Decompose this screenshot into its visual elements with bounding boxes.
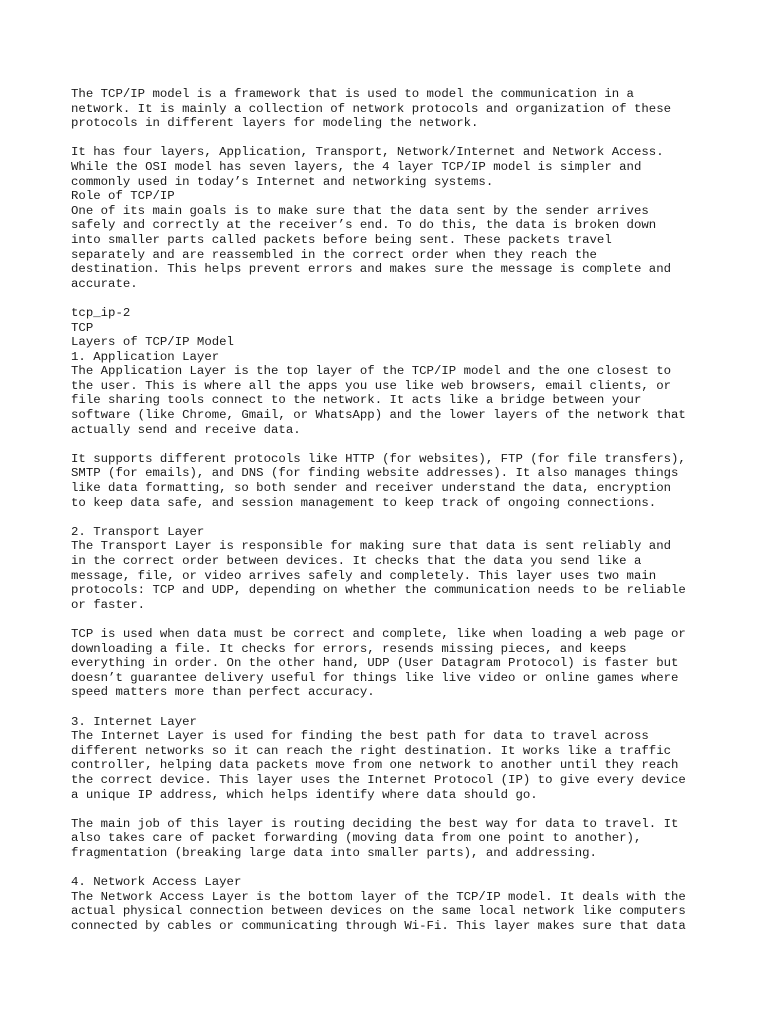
text-line: The TCP/IP model is a framework that is used to model the communication in a bbox=[71, 87, 634, 101]
text-line: The Transport Layer is responsible for making sure that data is sent reliably and bbox=[71, 539, 672, 554]
paragraph-spacer bbox=[71, 291, 731, 306]
text-line: separately and are reassembled in the correct order when they reach the bbox=[71, 247, 597, 262]
section-heading bbox=[71, 335, 731, 350]
text-line: the correct device. This layer uses the Internet Protocol (IP) to give every device bbox=[71, 772, 686, 787]
text-line: While the OSI model has seven layers, the 4 layer TCP/IP model is simpler and bbox=[71, 159, 642, 174]
section-heading bbox=[71, 189, 731, 204]
document-page bbox=[71, 87, 731, 933]
text-line: speed matters more than perfect accuracy. bbox=[71, 685, 375, 700]
paragraph-spacer bbox=[71, 700, 731, 715]
text-line: Layers of TCP/IP Model bbox=[71, 335, 234, 350]
paragraph-spacer bbox=[71, 437, 731, 452]
text-line: controller, helping data packets move from one network to another until they reach bbox=[71, 758, 679, 773]
paragraph bbox=[71, 145, 731, 189]
text-line: or faster. bbox=[71, 597, 146, 612]
text-line: everything in order. On the other hand, UDP (User Datagram Protocol) is faster but bbox=[71, 656, 679, 671]
paragraph bbox=[71, 87, 731, 131]
text-line: file sharing tools connect to the network. It acts like a bridge between your bbox=[71, 393, 642, 408]
text-line: also takes care of packet forwarding (moving data from one point to another), bbox=[71, 831, 642, 846]
text-line: The main job of this layer is routing deciding the best way for data to travel. It bbox=[71, 816, 679, 831]
text-line: tcp_ip-2 bbox=[71, 305, 131, 320]
text-line: like data formatting, so both sender and receiver understand the data, encryption bbox=[71, 481, 672, 496]
section-heading bbox=[71, 525, 731, 540]
paragraph bbox=[71, 817, 731, 861]
text-line: The Internet Layer is used for finding the best path for data to travel across bbox=[71, 729, 649, 744]
paragraph bbox=[71, 890, 731, 934]
paragraph-spacer bbox=[71, 510, 731, 525]
text-line: safely and correctly at the receiver’s end. To do this, the data is broken down bbox=[71, 218, 657, 233]
text-line: actual physical connection between devices on the same local network like computers bbox=[71, 904, 686, 919]
text-line: 3. Internet Layer bbox=[71, 714, 197, 729]
text-line: a unique IP address, which helps identify where data should go. bbox=[71, 787, 538, 802]
text-line: The Network Access Layer is the bottom layer of the TCP/IP model. It deals with the bbox=[71, 889, 686, 904]
text-line: the user. This is where all the apps you use like web browsers, email clients, or bbox=[71, 378, 672, 393]
paragraph bbox=[71, 729, 731, 802]
text-line: destination. This helps prevent errors and makes sure the message is complete and bbox=[71, 262, 672, 277]
paragraph bbox=[71, 539, 731, 612]
text-line: SMTP (for emails), and DNS (for finding website addresses). It also manages things bbox=[71, 466, 679, 481]
text-line: message, file, or video arrives safely and completely. This layer uses two main bbox=[71, 568, 657, 583]
text-line: protocols in different layers for modeling the network. bbox=[71, 116, 479, 131]
paragraph bbox=[71, 627, 731, 700]
text-line: accurate. bbox=[71, 276, 138, 291]
section-heading bbox=[71, 350, 731, 365]
text-line: TCP is used when data must be correct and complete, like when loading a web page or bbox=[71, 626, 686, 641]
paragraph bbox=[71, 364, 731, 437]
text-line: connected by cables or communicating through Wi-Fi. This layer makes sure that data bbox=[71, 918, 686, 933]
section-heading bbox=[71, 715, 731, 730]
paragraph bbox=[71, 204, 731, 292]
text-line: to keep data safe, and session management to keep track of ongoing connections. bbox=[71, 495, 657, 510]
text-line: software (like Chrome, Gmail, or WhatsApp) and the lower layers of the network that bbox=[71, 408, 686, 423]
text-line: doesn’t guarantee delivery useful for things like live video or online games where bbox=[71, 670, 679, 685]
paragraph-spacer bbox=[71, 802, 731, 817]
text-line: protocols: TCP and UDP, depending on whether the communication needs to be reliable bbox=[71, 583, 686, 598]
paragraph-spacer bbox=[71, 860, 731, 875]
text-line: fragmentation (breaking large data into smaller parts), and addressing. bbox=[71, 845, 597, 860]
text-line: in the correct order between devices. It checks that the data you send like a bbox=[71, 554, 642, 568]
image-placeholder-text bbox=[71, 321, 731, 336]
text-line: 2. Transport Layer bbox=[71, 524, 205, 539]
paragraph-spacer bbox=[71, 131, 731, 146]
text-line: different networks so it can reach the right destination. It works like a traffic bbox=[71, 743, 672, 758]
text-line: 1. Application Layer bbox=[71, 349, 220, 364]
text-line: Role of TCP/IP bbox=[71, 189, 175, 204]
image-placeholder-text bbox=[71, 306, 731, 321]
text-line: It supports different protocols like HTTP (for websites), FTP (for file transfers), bbox=[71, 451, 686, 466]
paragraph-spacer bbox=[71, 612, 731, 627]
text-line: The Application Layer is the top layer of the TCP/IP model and the one closest to bbox=[71, 364, 672, 379]
section-heading bbox=[71, 875, 731, 890]
text-line: network. It is mainly a collection of network protocols and organization of these bbox=[71, 101, 672, 116]
text-line: actually send and receive data. bbox=[71, 422, 301, 437]
text-line: It has four layers, Application, Transport, Network/Internet and Network Access. bbox=[71, 145, 664, 160]
paragraph bbox=[71, 452, 731, 510]
text-line: commonly used in today’s Internet and networking systems. bbox=[71, 174, 494, 189]
text-line: into smaller parts called packets before being sent. These packets travel bbox=[71, 232, 612, 247]
text-line: downloading a file. It checks for errors, resends missing pieces, and keeps bbox=[71, 641, 627, 656]
text-line: One of its main goals is to make sure that the data sent by the sender arrives bbox=[71, 203, 649, 218]
text-line: 4. Network Access Layer bbox=[71, 875, 242, 890]
text-line: TCP bbox=[71, 320, 94, 335]
